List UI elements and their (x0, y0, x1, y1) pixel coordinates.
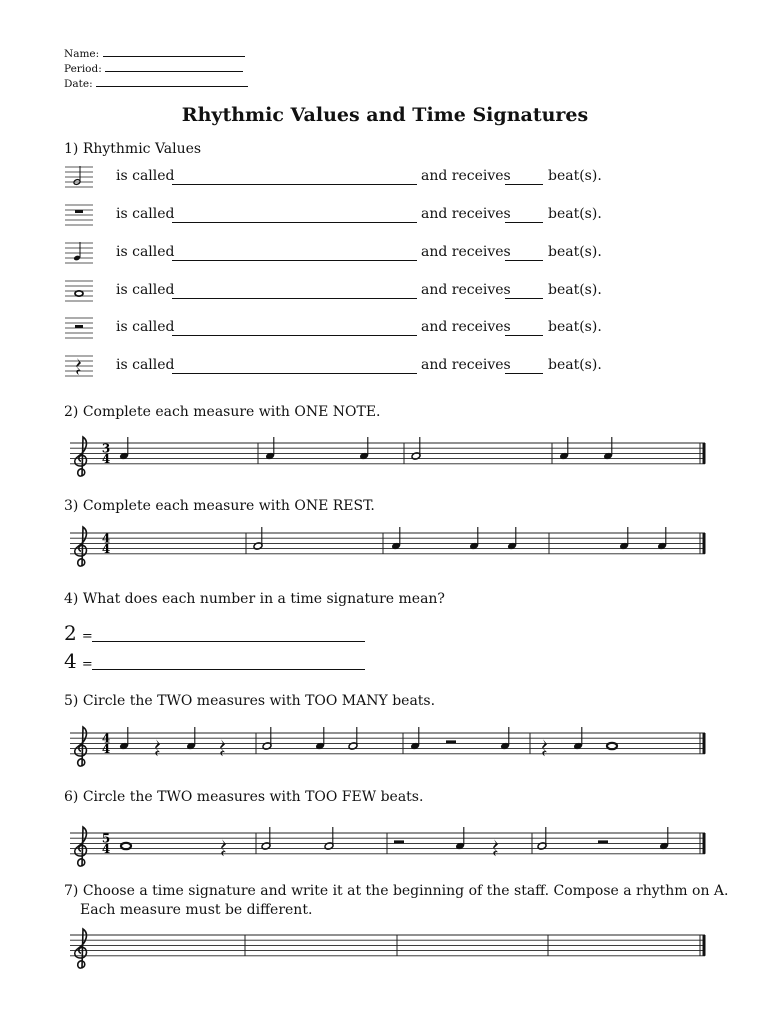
time-signature-bottom: 4 (101, 451, 111, 466)
half-rest (394, 840, 404, 843)
staff-question-6 (70, 827, 705, 866)
beats-label: beat(s). (548, 244, 602, 260)
time-signature-top: 3 (101, 441, 111, 456)
bottom-number-blank[interactable] (92, 669, 365, 670)
is-called-label: is called (116, 357, 175, 373)
equals-sign: = (81, 629, 93, 644)
half-rest (446, 740, 456, 743)
is-called-label: is called (116, 168, 175, 184)
time-signature-bottom: 4 (101, 541, 111, 556)
is-called-label: is called (116, 319, 175, 335)
staff-question-7 (70, 929, 705, 968)
date-label: Date: (64, 78, 93, 90)
and-receives-label: and receives (421, 206, 511, 222)
question-4-label: 4) What does each number in a time signature mean? (64, 591, 445, 607)
question-5-label: 5) Circle the TWO measures with TOO MANY beats. (64, 693, 436, 709)
staff-question-5 (70, 727, 705, 766)
beats-label: beat(s). (548, 282, 602, 298)
beats-label: beat(s). (548, 357, 602, 373)
period-label: Period: (64, 63, 102, 75)
equals-sign: = (81, 657, 93, 672)
staff-question-3 (70, 527, 705, 566)
whole-note (607, 743, 617, 749)
question-2-label: 2) Complete each measure with ONE NOTE. (64, 404, 381, 420)
bottom-number-definition[interactable] (64, 649, 93, 673)
beats-label: beat(s). (548, 319, 602, 335)
time-signature-bottom: 4 (101, 741, 111, 756)
top-number: 2 (64, 621, 77, 645)
and-receives-label: and receives (421, 319, 511, 335)
and-receives-label: and receives (421, 168, 511, 184)
and-receives-label: and receives (421, 357, 511, 373)
question-7-label-line2: Each measure must be different. (80, 902, 313, 918)
name-label: Name: (64, 48, 100, 60)
question-1-label: 1) Rhythmic Values (64, 141, 202, 157)
beats-label: beat(s). (548, 206, 602, 222)
is-called-label: is called (116, 282, 175, 298)
and-receives-label: and receives (421, 244, 511, 260)
top-number-blank[interactable] (92, 641, 365, 642)
half-rest (598, 840, 608, 843)
top-number-definition[interactable] (64, 621, 93, 645)
staff-question-2 (70, 437, 705, 476)
is-called-label: is called (116, 206, 175, 222)
whole-note (121, 843, 131, 849)
bottom-number: 4 (64, 649, 77, 673)
time-signature-top: 4 (101, 531, 111, 546)
is-called-label: is called (116, 244, 175, 260)
time-signature-top: 4 (101, 731, 111, 746)
question-3-label: 3) Complete each measure with ONE REST. (64, 498, 375, 514)
time-signature-top: 5 (101, 831, 111, 846)
and-receives-label: and receives (421, 282, 511, 298)
question-6-label: 6) Circle the TWO measures with TOO FEW beats. (64, 789, 424, 805)
time-signature-bottom: 4 (101, 841, 111, 856)
question-7-label: 7) Choose a time signature and write it at the beginning of the staff. Compose a rhythm on A. (64, 883, 729, 899)
page-title: Rhythmic Values and Time Signatures (181, 104, 589, 126)
beats-label: beat(s). (548, 168, 602, 184)
